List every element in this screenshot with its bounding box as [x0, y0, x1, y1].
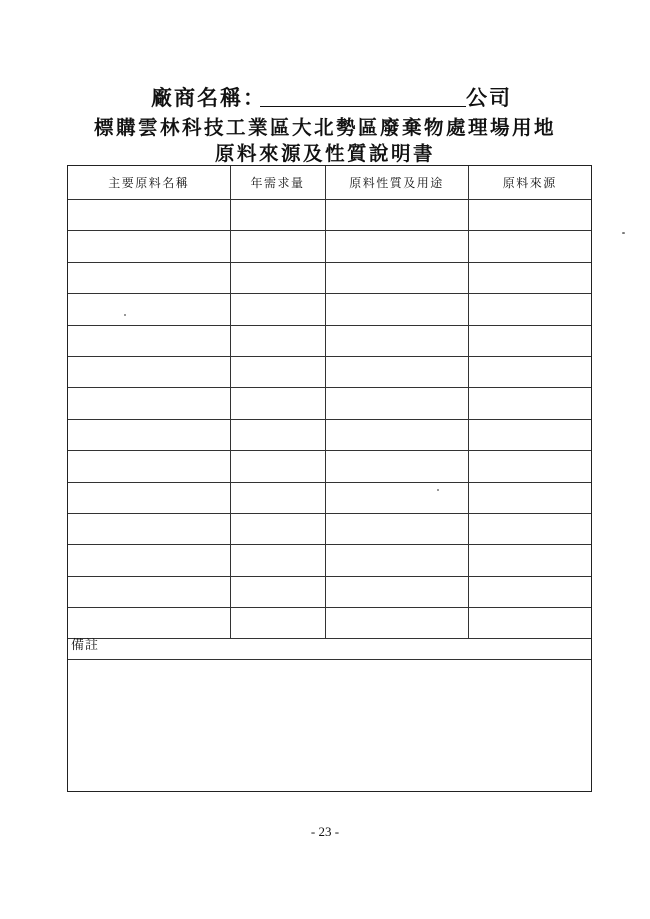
cell-material-properties[interactable] [325, 482, 468, 513]
cell-material-name[interactable] [68, 356, 230, 387]
company-name-line [0, 80, 650, 110]
scan-speck [124, 314, 126, 316]
remarks-label: 備註 [68, 626, 591, 660]
cell-material-source[interactable] [468, 231, 591, 262]
column-header-material-properties: 原料性質及用途 [325, 166, 468, 200]
table-row [68, 451, 591, 482]
cell-material-properties[interactable] [325, 294, 468, 325]
cell-material-name[interactable] [68, 482, 230, 513]
table-row [68, 294, 591, 325]
cell-annual-demand[interactable] [230, 451, 325, 482]
cell-annual-demand[interactable] [230, 294, 325, 325]
cell-annual-demand[interactable] [230, 419, 325, 450]
cell-material-properties[interactable] [325, 419, 468, 450]
cell-annual-demand[interactable] [230, 262, 325, 293]
cell-material-name[interactable] [68, 325, 230, 356]
cell-material-name[interactable] [68, 231, 230, 262]
company-suffix-label: 公司 [466, 85, 512, 110]
cell-material-properties[interactable] [325, 388, 468, 419]
table-row [68, 419, 591, 450]
table-row [68, 200, 591, 231]
cell-annual-demand[interactable] [230, 325, 325, 356]
cell-material-source[interactable] [468, 576, 591, 607]
cell-material-properties[interactable] [325, 200, 468, 231]
table-row [68, 262, 591, 293]
cell-material-source[interactable] [468, 482, 591, 513]
cell-material-name[interactable] [68, 294, 230, 325]
cell-material-properties[interactable] [325, 231, 468, 262]
table-row [68, 356, 591, 387]
cell-material-name[interactable] [68, 388, 230, 419]
table-header-row [68, 166, 591, 200]
cell-annual-demand[interactable] [230, 231, 325, 262]
cell-material-properties[interactable] [325, 262, 468, 293]
cell-annual-demand[interactable] [230, 388, 325, 419]
cell-annual-demand[interactable] [230, 482, 325, 513]
table-row [68, 545, 591, 576]
cell-material-source[interactable] [468, 419, 591, 450]
cell-material-name[interactable] [68, 451, 230, 482]
cell-material-source[interactable] [468, 294, 591, 325]
cell-material-source[interactable] [468, 262, 591, 293]
cell-material-properties[interactable] [325, 325, 468, 356]
cell-annual-demand[interactable] [230, 545, 325, 576]
table-row [68, 482, 591, 513]
cell-material-name[interactable] [68, 513, 230, 544]
cell-material-source[interactable] [468, 545, 591, 576]
cell-annual-demand[interactable] [230, 513, 325, 544]
table-body [68, 200, 591, 639]
cell-material-source[interactable] [468, 513, 591, 544]
scan-speck [437, 489, 439, 491]
cell-material-source[interactable] [468, 356, 591, 387]
cell-material-properties[interactable] [325, 545, 468, 576]
column-header-material-source: 原料來源 [468, 166, 591, 200]
cell-material-properties[interactable] [325, 576, 468, 607]
column-header-material-name: 主要原料名稱 [68, 166, 230, 200]
cell-annual-demand[interactable] [230, 576, 325, 607]
cell-material-source[interactable] [468, 451, 591, 482]
cell-material-source[interactable] [468, 325, 591, 356]
document-title-line2: 原料來源及性質說明書 [214, 142, 435, 165]
cell-material-name[interactable] [68, 419, 230, 450]
table-row [68, 513, 591, 544]
cell-material-source[interactable] [468, 388, 591, 419]
remarks-field[interactable] [68, 660, 591, 791]
company-name-blank-field[interactable] [260, 106, 466, 107]
document-title-line1: 標購雲林科技工業區大北勢區廢棄物處理場用地 [93, 116, 556, 139]
cell-material-name[interactable] [68, 545, 230, 576]
raw-material-table [68, 166, 591, 639]
cell-material-properties[interactable] [325, 451, 468, 482]
column-header-annual-demand: 年需求量 [230, 166, 325, 200]
table-row [68, 325, 591, 356]
cell-annual-demand[interactable] [230, 356, 325, 387]
raw-material-form-table [67, 165, 592, 792]
cell-annual-demand[interactable] [230, 200, 325, 231]
table-row [68, 231, 591, 262]
cell-material-name[interactable] [68, 200, 230, 231]
cell-material-name[interactable] [68, 262, 230, 293]
cell-material-source[interactable] [468, 200, 591, 231]
cell-material-properties[interactable] [325, 513, 468, 544]
table-row [68, 576, 591, 607]
table-row [68, 388, 591, 419]
cell-material-name[interactable] [68, 576, 230, 607]
company-name-label: 廠商名稱： [151, 85, 266, 110]
page-number: - 23 - [310, 824, 340, 839]
scan-speck [622, 232, 625, 234]
cell-material-properties[interactable] [325, 356, 468, 387]
